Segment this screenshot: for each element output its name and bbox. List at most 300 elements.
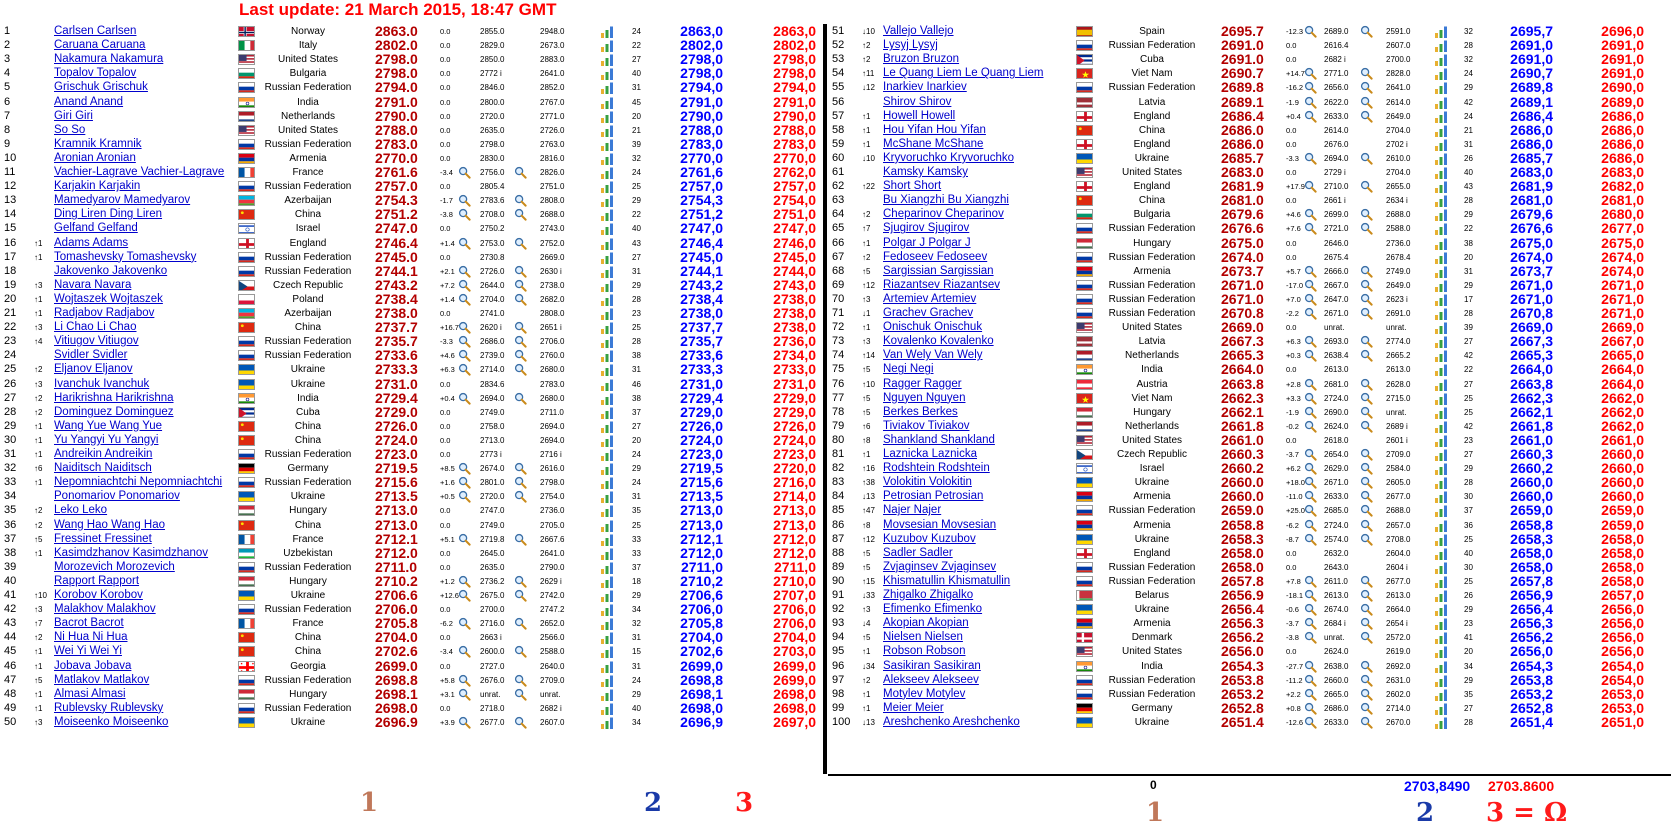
player-name-link[interactable]: Meier Meier — [883, 701, 944, 714]
player-name-link[interactable]: Shankland Shankland — [883, 433, 995, 446]
player-name-link[interactable]: Kuzubov Kuzubov — [883, 532, 976, 545]
stats-chart-icon[interactable] — [1434, 194, 1448, 207]
magnifier-icon[interactable] — [514, 279, 527, 292]
magnifier-icon[interactable] — [1360, 504, 1373, 517]
stats-chart-icon[interactable] — [1434, 335, 1448, 348]
stats-chart-icon[interactable] — [600, 152, 614, 165]
player-name-link[interactable]: Vachier-Lagrave Vachier-Lagrave — [54, 166, 225, 178]
stats-chart-icon[interactable] — [1434, 180, 1448, 193]
stats-chart-icon[interactable] — [600, 561, 614, 574]
player-name-link[interactable]: Negi Negi — [883, 363, 934, 376]
player-name-link[interactable]: Motylev Motylev — [883, 687, 966, 700]
magnifier-icon[interactable] — [1304, 180, 1317, 193]
magnifier-icon[interactable] — [1360, 589, 1373, 602]
player-name-link[interactable]: Fedoseev Fedoseev — [883, 250, 988, 263]
magnifier-icon[interactable] — [1304, 476, 1317, 489]
stats-chart-icon[interactable] — [1434, 124, 1448, 137]
stats-chart-icon[interactable] — [600, 25, 614, 38]
stats-chart-icon[interactable] — [600, 603, 614, 616]
stats-chart-icon[interactable] — [600, 363, 614, 376]
player-name-link[interactable]: Wojtaszek Wojtaszek — [54, 292, 163, 305]
magnifier-icon[interactable] — [514, 688, 527, 701]
stats-chart-icon[interactable] — [1434, 293, 1448, 306]
stats-chart-icon[interactable] — [1434, 152, 1448, 165]
stats-chart-icon[interactable] — [1434, 110, 1448, 123]
stats-chart-icon[interactable] — [1434, 603, 1448, 616]
magnifier-icon[interactable] — [1304, 617, 1317, 630]
stats-chart-icon[interactable] — [600, 476, 614, 489]
player-name-link[interactable]: Eljanov Eljanov — [54, 363, 133, 376]
magnifier-icon[interactable] — [1360, 208, 1373, 221]
player-name-link[interactable]: Moiseenko Moiseenko — [54, 715, 169, 728]
magnifier-icon[interactable] — [1360, 631, 1373, 644]
magnifier-icon[interactable] — [1304, 575, 1317, 588]
magnifier-icon[interactable] — [1360, 110, 1373, 123]
magnifier-icon[interactable] — [514, 476, 527, 489]
magnifier-icon[interactable] — [1304, 420, 1317, 433]
stats-chart-icon[interactable] — [600, 293, 614, 306]
player-name-link[interactable]: Zhigalko Zhigalko — [883, 589, 974, 601]
player-name-link[interactable]: Short Short — [883, 180, 942, 193]
player-name-link[interactable]: Riazantsev Riazantsev — [883, 278, 1000, 291]
magnifier-icon[interactable] — [1360, 279, 1373, 292]
magnifier-icon[interactable] — [458, 363, 471, 376]
player-name-link[interactable]: Dominguez Dominguez — [54, 405, 174, 418]
player-name-link[interactable]: Nguyen Nguyen — [883, 391, 966, 404]
player-name-link[interactable]: Berkes Berkes — [883, 405, 958, 418]
player-name-link[interactable]: Inarkiev Inarkiev — [883, 81, 967, 94]
player-name-link[interactable]: Nielsen Nielsen — [883, 631, 963, 644]
stats-chart-icon[interactable] — [1434, 702, 1448, 715]
magnifier-icon[interactable] — [1360, 702, 1373, 715]
stats-chart-icon[interactable] — [600, 166, 614, 179]
player-name-link[interactable]: Laznicka Laznicka — [883, 448, 977, 460]
magnifier-icon[interactable] — [1304, 462, 1317, 475]
player-name-link[interactable]: Kovalenko Kovalenko — [883, 335, 994, 348]
magnifier-icon[interactable] — [458, 617, 471, 630]
player-name-link[interactable]: Sadler Sadler — [883, 546, 953, 559]
magnifier-icon[interactable] — [1360, 25, 1373, 38]
player-name-link[interactable]: Zvjaginsev Zvjaginsev — [883, 560, 997, 573]
magnifier-icon[interactable] — [514, 237, 527, 250]
stats-chart-icon[interactable] — [600, 251, 614, 264]
player-name-link[interactable]: Morozevich Morozevich — [54, 560, 175, 573]
stats-chart-icon[interactable] — [600, 575, 614, 588]
magnifier-icon[interactable] — [1360, 293, 1373, 306]
player-name-link[interactable]: Van Wely Van Wely — [883, 349, 983, 362]
stats-chart-icon[interactable] — [600, 279, 614, 292]
player-name-link[interactable]: Radjabov Radjabov — [54, 307, 155, 319]
stats-chart-icon[interactable] — [1434, 420, 1448, 433]
stats-chart-icon[interactable] — [600, 307, 614, 320]
stats-chart-icon[interactable] — [1434, 462, 1448, 475]
magnifier-icon[interactable] — [1360, 617, 1373, 630]
stats-chart-icon[interactable] — [600, 180, 614, 193]
stats-chart-icon[interactable] — [1434, 660, 1448, 673]
player-name-link[interactable]: Wang Yue Wang Yue — [54, 419, 163, 432]
player-name-link[interactable]: Tiviakov Tiviakov — [883, 419, 970, 432]
player-name-link[interactable]: Onischuk Onischuk — [883, 321, 983, 334]
magnifier-icon[interactable] — [458, 349, 471, 362]
magnifier-icon[interactable] — [458, 392, 471, 405]
player-name-link[interactable]: Jobava Jobava — [54, 659, 132, 672]
player-name-link[interactable]: Tomashevsky Tomashevsky — [54, 250, 197, 263]
stats-chart-icon[interactable] — [600, 406, 614, 419]
player-name-link[interactable]: Grischuk Grischuk — [54, 81, 148, 94]
stats-chart-icon[interactable] — [600, 434, 614, 447]
magnifier-icon[interactable] — [1304, 716, 1317, 729]
player-name-link[interactable]: Areshchenko Areshchenko — [883, 715, 1020, 728]
stats-chart-icon[interactable] — [600, 349, 614, 362]
stats-chart-icon[interactable] — [600, 702, 614, 715]
magnifier-icon[interactable] — [458, 279, 471, 292]
stats-chart-icon[interactable] — [1434, 25, 1448, 38]
player-name-link[interactable]: Kryvoruchko Kryvoruchko — [883, 151, 1015, 164]
stats-chart-icon[interactable] — [600, 96, 614, 109]
magnifier-icon[interactable] — [1360, 448, 1373, 461]
magnifier-icon[interactable] — [1360, 67, 1373, 80]
player-name-link[interactable]: Petrosian Petrosian — [883, 490, 984, 503]
player-name-link[interactable]: Bacrot Bacrot — [54, 617, 124, 630]
player-name-link[interactable]: Harikrishna Harikrishna — [54, 391, 174, 404]
player-name-link[interactable]: Bruzon Bruzon — [883, 53, 960, 66]
player-name-link[interactable]: Vitiugov Vitiugov — [54, 335, 139, 348]
player-name-link[interactable]: Le Quang Liem Le Quang Liem — [883, 67, 1044, 80]
player-name-link[interactable]: Ponomariov Ponomariov — [54, 490, 180, 503]
magnifier-icon[interactable] — [514, 645, 527, 658]
stats-chart-icon[interactable] — [600, 589, 614, 602]
player-name-link[interactable]: Kasimdzhanov Kasimdzhanov — [54, 546, 209, 559]
stats-chart-icon[interactable] — [1434, 589, 1448, 602]
magnifier-icon[interactable] — [458, 265, 471, 278]
stats-chart-icon[interactable] — [600, 53, 614, 66]
magnifier-icon[interactable] — [514, 575, 527, 588]
magnifier-icon[interactable] — [514, 335, 527, 348]
magnifier-icon[interactable] — [514, 265, 527, 278]
stats-chart-icon[interactable] — [1434, 279, 1448, 292]
stats-chart-icon[interactable] — [1434, 208, 1448, 221]
player-name-link[interactable]: Caruana Caruana — [54, 39, 146, 52]
magnifier-icon[interactable] — [1360, 688, 1373, 701]
player-name-link[interactable]: Najer Najer — [883, 504, 942, 517]
magnifier-icon[interactable] — [1360, 96, 1373, 109]
player-name-link[interactable]: Rapport Rapport — [54, 574, 140, 587]
magnifier-icon[interactable] — [514, 349, 527, 362]
stats-chart-icon[interactable] — [1434, 561, 1448, 574]
magnifier-icon[interactable] — [1360, 81, 1373, 94]
stats-chart-icon[interactable] — [600, 39, 614, 52]
stats-chart-icon[interactable] — [600, 265, 614, 278]
magnifier-icon[interactable] — [514, 363, 527, 376]
player-name-link[interactable]: Naiditsch Naiditsch — [54, 462, 152, 475]
player-name-link[interactable]: Li Chao Li Chao — [54, 321, 137, 334]
magnifier-icon[interactable] — [514, 194, 527, 207]
player-name-link[interactable]: Volokitin Volokitin — [883, 476, 972, 489]
magnifier-icon[interactable] — [1304, 279, 1317, 292]
stats-chart-icon[interactable] — [1434, 96, 1448, 109]
stats-chart-icon[interactable] — [1434, 519, 1448, 532]
player-name-link[interactable]: Karjakin Karjakin — [54, 180, 141, 193]
player-name-link[interactable]: Efimenko Efimenko — [883, 603, 983, 616]
player-name-link[interactable]: Wang Hao Wang Hao — [54, 518, 166, 531]
magnifier-icon[interactable] — [1304, 603, 1317, 616]
magnifier-icon[interactable] — [458, 194, 471, 207]
magnifier-icon[interactable] — [1304, 265, 1317, 278]
magnifier-icon[interactable] — [1304, 152, 1317, 165]
magnifier-icon[interactable] — [1304, 490, 1317, 503]
player-name-link[interactable]: Polgar J Polgar J — [883, 236, 971, 249]
stats-chart-icon[interactable] — [1434, 716, 1448, 729]
stats-chart-icon[interactable] — [600, 420, 614, 433]
magnifier-icon[interactable] — [458, 321, 471, 334]
magnifier-icon[interactable] — [1304, 688, 1317, 701]
player-name-link[interactable]: Sasikiran Sasikiran — [883, 659, 981, 672]
player-name-link[interactable]: Ivanchuk Ivanchuk — [54, 377, 150, 390]
player-name-link[interactable]: Fressinet Fressinet — [54, 532, 152, 545]
player-name-link[interactable]: McShane McShane — [883, 137, 984, 150]
magnifier-icon[interactable] — [1304, 702, 1317, 715]
magnifier-icon[interactable] — [458, 490, 471, 503]
magnifier-icon[interactable] — [1360, 533, 1373, 546]
magnifier-icon[interactable] — [458, 293, 471, 306]
stats-chart-icon[interactable] — [1434, 504, 1448, 517]
stats-chart-icon[interactable] — [600, 660, 614, 673]
stats-chart-icon[interactable] — [600, 490, 614, 503]
magnifier-icon[interactable] — [458, 462, 471, 475]
stats-chart-icon[interactable] — [1434, 39, 1448, 52]
player-name-link[interactable]: Nakamura Nakamura — [54, 53, 164, 66]
magnifier-icon[interactable] — [1304, 406, 1317, 419]
magnifier-icon[interactable] — [1304, 110, 1317, 123]
stats-chart-icon[interactable] — [1434, 166, 1448, 179]
magnifier-icon[interactable] — [458, 208, 471, 221]
magnifier-icon[interactable] — [514, 589, 527, 602]
magnifier-icon[interactable] — [1360, 335, 1373, 348]
stats-chart-icon[interactable] — [1434, 349, 1448, 362]
stats-chart-icon[interactable] — [1434, 237, 1448, 250]
stats-chart-icon[interactable] — [1434, 363, 1448, 376]
magnifier-icon[interactable] — [458, 335, 471, 348]
player-name-link[interactable]: Khismatullin Khismatullin — [883, 574, 1011, 587]
stats-chart-icon[interactable] — [600, 138, 614, 151]
magnifier-icon[interactable] — [1304, 589, 1317, 602]
magnifier-icon[interactable] — [514, 617, 527, 630]
magnifier-icon[interactable] — [1360, 378, 1373, 391]
magnifier-icon[interactable] — [1304, 81, 1317, 94]
player-name-link[interactable]: Matlakov Matlakov — [54, 673, 150, 686]
magnifier-icon[interactable] — [1360, 392, 1373, 405]
stats-chart-icon[interactable] — [600, 392, 614, 405]
stats-chart-icon[interactable] — [600, 674, 614, 687]
magnifier-icon[interactable] — [1360, 575, 1373, 588]
magnifier-icon[interactable] — [458, 589, 471, 602]
player-name-link[interactable]: Kramnik Kramnik — [54, 137, 142, 150]
magnifier-icon[interactable] — [1360, 152, 1373, 165]
stats-chart-icon[interactable] — [1434, 434, 1448, 447]
stats-chart-icon[interactable] — [600, 645, 614, 658]
player-name-link[interactable]: Ragger Ragger — [883, 377, 962, 390]
player-name-link[interactable]: Akopian Akopian — [883, 617, 969, 630]
magnifier-icon[interactable] — [458, 237, 471, 250]
stats-chart-icon[interactable] — [1434, 222, 1448, 235]
player-name-link[interactable]: Ding Liren Ding Liren — [54, 208, 163, 221]
stats-chart-icon[interactable] — [600, 194, 614, 207]
magnifier-icon[interactable] — [514, 392, 527, 405]
player-name-link[interactable]: Grachev Grachev — [883, 307, 974, 319]
player-name-link[interactable]: Movsesian Movsesian — [883, 518, 997, 531]
magnifier-icon[interactable] — [1304, 448, 1317, 461]
player-name-link[interactable]: Topalov Topalov — [54, 67, 137, 80]
stats-chart-icon[interactable] — [1434, 448, 1448, 461]
player-name-link[interactable]: Rodshtein Rodshtein — [883, 462, 990, 475]
magnifier-icon[interactable] — [1360, 716, 1373, 729]
magnifier-icon[interactable] — [458, 575, 471, 588]
magnifier-icon[interactable] — [1360, 476, 1373, 489]
player-name-link[interactable]: Artemiev Artemiev — [883, 292, 977, 305]
stats-chart-icon[interactable] — [1434, 406, 1448, 419]
magnifier-icon[interactable] — [458, 533, 471, 546]
stats-chart-icon[interactable] — [1434, 307, 1448, 320]
magnifier-icon[interactable] — [514, 321, 527, 334]
magnifier-icon[interactable] — [514, 462, 527, 475]
stats-chart-icon[interactable] — [1434, 490, 1448, 503]
stats-chart-icon[interactable] — [600, 462, 614, 475]
stats-chart-icon[interactable] — [1434, 631, 1448, 644]
stats-chart-icon[interactable] — [600, 617, 614, 630]
player-name-link[interactable]: Anand Anand — [54, 95, 124, 108]
magnifier-icon[interactable] — [458, 645, 471, 658]
player-name-link[interactable]: Vallejo Vallejo — [883, 25, 954, 37]
magnifier-icon[interactable] — [1304, 67, 1317, 80]
magnifier-icon[interactable] — [1360, 222, 1373, 235]
player-name-link[interactable]: Sjugirov Sjugirov — [883, 222, 970, 235]
player-name-link[interactable]: Lysyj Lysyj — [883, 39, 938, 52]
player-name-link[interactable]: Bu Xiangzhi Bu Xiangzhi — [883, 194, 1009, 207]
stats-chart-icon[interactable] — [600, 67, 614, 80]
player-name-link[interactable]: Rublevsky Rublevsky — [54, 701, 164, 714]
magnifier-icon[interactable] — [1360, 660, 1373, 673]
stats-chart-icon[interactable] — [1434, 575, 1448, 588]
magnifier-icon[interactable] — [514, 293, 527, 306]
stats-chart-icon[interactable] — [600, 124, 614, 137]
magnifier-icon[interactable] — [1304, 25, 1317, 38]
stats-chart-icon[interactable] — [600, 378, 614, 391]
magnifier-icon[interactable] — [1304, 533, 1317, 546]
stats-chart-icon[interactable] — [600, 504, 614, 517]
magnifier-icon[interactable] — [514, 533, 527, 546]
magnifier-icon[interactable] — [514, 166, 527, 179]
stats-chart-icon[interactable] — [600, 716, 614, 729]
stats-chart-icon[interactable] — [1434, 138, 1448, 151]
magnifier-icon[interactable] — [1304, 222, 1317, 235]
player-name-link[interactable]: Kamsky Kamsky — [883, 166, 968, 178]
player-name-link[interactable]: Hou Yifan Hou Yifan — [883, 123, 986, 136]
player-name-link[interactable]: Yu Yangyi Yu Yangyi — [54, 433, 159, 446]
player-name-link[interactable]: Aronian Aronian — [54, 151, 136, 164]
magnifier-icon[interactable] — [1360, 519, 1373, 532]
stats-chart-icon[interactable] — [600, 222, 614, 235]
magnifier-icon[interactable] — [458, 716, 471, 729]
magnifier-icon[interactable] — [1304, 504, 1317, 517]
magnifier-icon[interactable] — [1360, 265, 1373, 278]
player-name-link[interactable]: Ni Hua Ni Hua — [54, 631, 128, 644]
stats-chart-icon[interactable] — [1434, 674, 1448, 687]
player-name-link[interactable]: Korobov Korobov — [54, 589, 143, 601]
stats-chart-icon[interactable] — [1434, 547, 1448, 560]
player-name-link[interactable]: Howell Howell — [883, 109, 956, 122]
player-name-link[interactable]: So So — [54, 123, 86, 136]
magnifier-icon[interactable] — [1360, 674, 1373, 687]
magnifier-icon[interactable] — [514, 674, 527, 687]
player-name-link[interactable]: Andreikin Andreikin — [54, 448, 153, 460]
stats-chart-icon[interactable] — [1434, 67, 1448, 80]
player-name-link[interactable]: Shirov Shirov — [883, 95, 952, 108]
stats-chart-icon[interactable] — [1434, 533, 1448, 546]
stats-chart-icon[interactable] — [600, 631, 614, 644]
player-name-link[interactable]: Nepomniachtchi Nepomniachtchi — [54, 476, 223, 489]
stats-chart-icon[interactable] — [1434, 645, 1448, 658]
magnifier-icon[interactable] — [1304, 392, 1317, 405]
magnifier-icon[interactable] — [1304, 349, 1317, 362]
magnifier-icon[interactable] — [1360, 349, 1373, 362]
player-name-link[interactable]: Gelfand Gelfand — [54, 222, 138, 235]
stats-chart-icon[interactable] — [600, 448, 614, 461]
player-name-link[interactable]: Adams Adams — [54, 236, 129, 249]
stats-chart-icon[interactable] — [600, 81, 614, 94]
player-name-link[interactable]: Jakovenko Jakovenko — [54, 264, 168, 277]
magnifier-icon[interactable] — [1304, 519, 1317, 532]
magnifier-icon[interactable] — [1360, 603, 1373, 616]
magnifier-icon[interactable] — [514, 208, 527, 221]
stats-chart-icon[interactable] — [600, 519, 614, 532]
stats-chart-icon[interactable] — [1434, 617, 1448, 630]
magnifier-icon[interactable] — [1304, 96, 1317, 109]
magnifier-icon[interactable] — [1360, 180, 1373, 193]
player-name-link[interactable]: Wei Yi Wei Yi — [54, 645, 122, 658]
magnifier-icon[interactable] — [1360, 490, 1373, 503]
magnifier-icon[interactable] — [1360, 406, 1373, 419]
player-name-link[interactable]: Sargissian Sargissian — [883, 264, 994, 277]
stats-chart-icon[interactable] — [600, 208, 614, 221]
player-name-link[interactable]: Alekseev Alekseev — [883, 673, 979, 686]
stats-chart-icon[interactable] — [600, 110, 614, 123]
stats-chart-icon[interactable] — [600, 237, 614, 250]
magnifier-icon[interactable] — [1360, 462, 1373, 475]
player-name-link[interactable]: Cheparinov Cheparinov — [883, 208, 1004, 221]
stats-chart-icon[interactable] — [1434, 265, 1448, 278]
stats-chart-icon[interactable] — [1434, 251, 1448, 264]
player-name-link[interactable]: Carlsen Carlsen — [54, 25, 137, 37]
magnifier-icon[interactable] — [1304, 208, 1317, 221]
player-name-link[interactable]: Almasi Almasi — [54, 687, 126, 700]
magnifier-icon[interactable] — [514, 490, 527, 503]
magnifier-icon[interactable] — [458, 688, 471, 701]
magnifier-icon[interactable] — [514, 716, 527, 729]
stats-chart-icon[interactable] — [1434, 378, 1448, 391]
player-name-link[interactable]: Mamedyarov Mamedyarov — [54, 194, 191, 207]
player-name-link[interactable]: Navara Navara — [54, 278, 132, 291]
magnifier-icon[interactable] — [1304, 674, 1317, 687]
stats-chart-icon[interactable] — [1434, 476, 1448, 489]
stats-chart-icon[interactable] — [600, 335, 614, 348]
magnifier-icon[interactable] — [458, 476, 471, 489]
stats-chart-icon[interactable] — [1434, 321, 1448, 334]
magnifier-icon[interactable] — [1304, 378, 1317, 391]
magnifier-icon[interactable] — [1304, 631, 1317, 644]
player-name-link[interactable]: Malakhov Malakhov — [54, 603, 156, 616]
magnifier-icon[interactable] — [1360, 420, 1373, 433]
stats-chart-icon[interactable] — [1434, 688, 1448, 701]
